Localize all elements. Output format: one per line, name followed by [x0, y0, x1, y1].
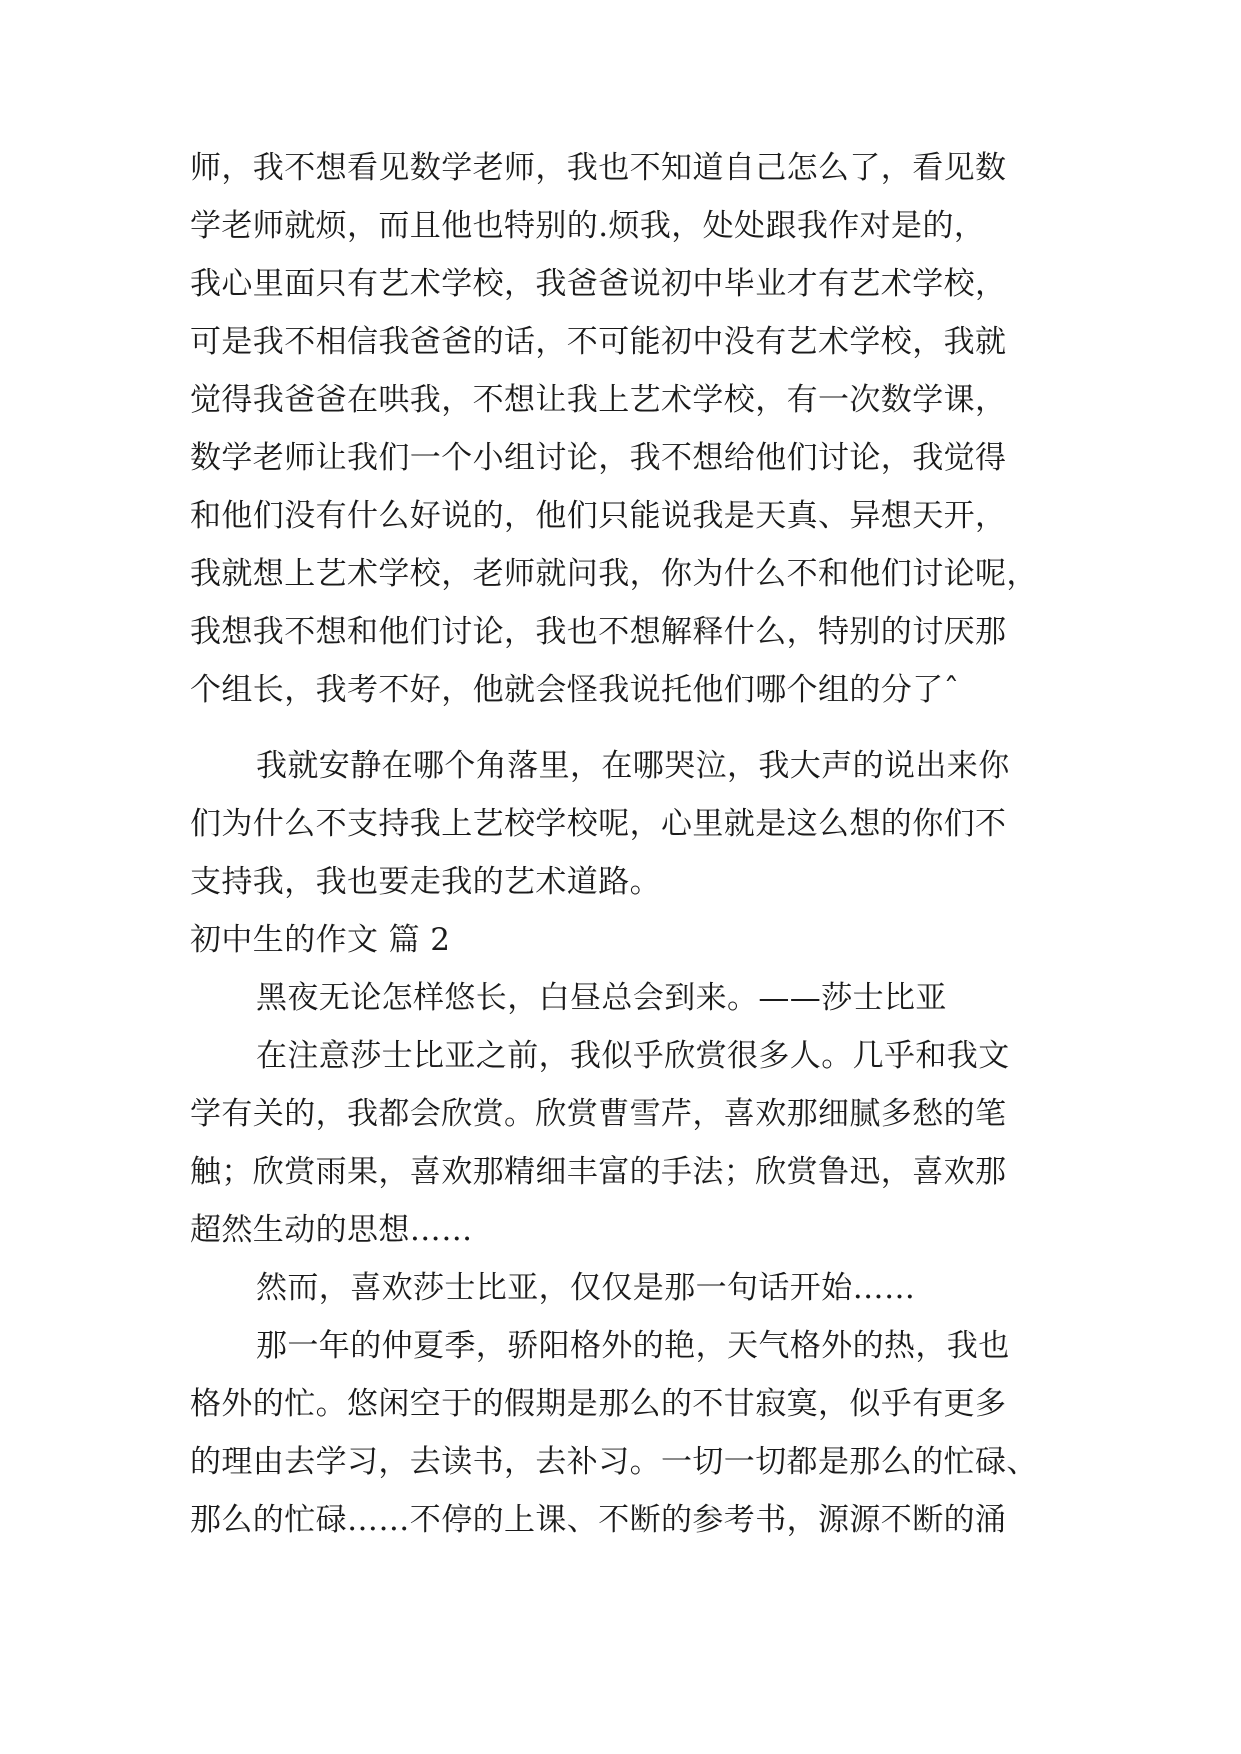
text-line: 学老师就烦，而且他也特别的.烦我，处处跟我作对是的，	[190, 208, 986, 244]
text-line: 可是我不相信我爸爸的话，不可能初中没有艺术学校，我就	[190, 324, 1007, 360]
epigraph-quote: 黑夜无论怎样悠长，白昼总会到来。——莎士比亚	[256, 980, 947, 1016]
text-line: 超然生动的思想……	[190, 1212, 473, 1248]
text-line: 的理由去学习，去读书，去补习。一切一切都是那么的忙碌、	[190, 1444, 1038, 1480]
text-line: 触；欣赏雨果，喜欢那精细丰富的手法；欣赏鲁迅，喜欢那	[190, 1154, 1007, 1190]
text-line: 个组长，我考不好，他就会怪我说托他们哪个组的分了ˆ	[190, 672, 960, 708]
paragraph-first-line: 在注意莎士比亚之前，我似乎欣赏很多人。几乎和我文	[256, 1038, 1010, 1074]
text-line: 们为什么不支持我上艺校学校呢，心里就是这么想的你们不	[190, 806, 1007, 842]
paragraph-first-line: 然而，喜欢莎士比亚，仅仅是那一句话开始……	[256, 1270, 916, 1306]
text-line: 那么的忙碌……不停的上课、不断的参考书，源源不断的涌	[190, 1502, 1007, 1538]
text-line: 我就想上艺术学校，老师就问我，你为什么不和他们讨论呢，	[190, 556, 1038, 592]
text-line: 我想我不想和他们讨论，我也不想解释什么，特别的讨厌那	[190, 614, 1007, 650]
text-line: 数学老师让我们一个小组讨论，我不想给他们讨论，我觉得	[190, 440, 1007, 476]
paragraph-first-line: 那一年的仲夏季，骄阳格外的艳，天气格外的热，我也	[256, 1328, 1010, 1364]
text-line: 我心里面只有艺术学校，我爸爸说初中毕业才有艺术学校，	[190, 266, 1007, 302]
paragraph-first-line: 我就安静在哪个角落里，在哪哭泣，我大声的说出来你	[256, 748, 1010, 784]
section-heading: 初中生的作文 篇 2	[190, 922, 451, 958]
text-line: 格外的忙。悠闲空于的假期是那么的不甘寂寞，似乎有更多	[190, 1386, 1007, 1422]
text-line: 学有关的，我都会欣赏。欣赏曹雪芹，喜欢那细腻多愁的笔	[190, 1096, 1007, 1132]
text-line: 和他们没有什么好说的，他们只能说我是天真、异想天开，	[190, 498, 1007, 534]
text-line: 觉得我爸爸在哄我，不想让我上艺术学校，有一次数学课，	[190, 382, 1007, 418]
text-line: 支持我，我也要走我的艺术道路。	[190, 864, 661, 900]
text-line: 师，我不想看见数学老师，我也不知道自己怎么了，看见数	[190, 150, 1007, 186]
